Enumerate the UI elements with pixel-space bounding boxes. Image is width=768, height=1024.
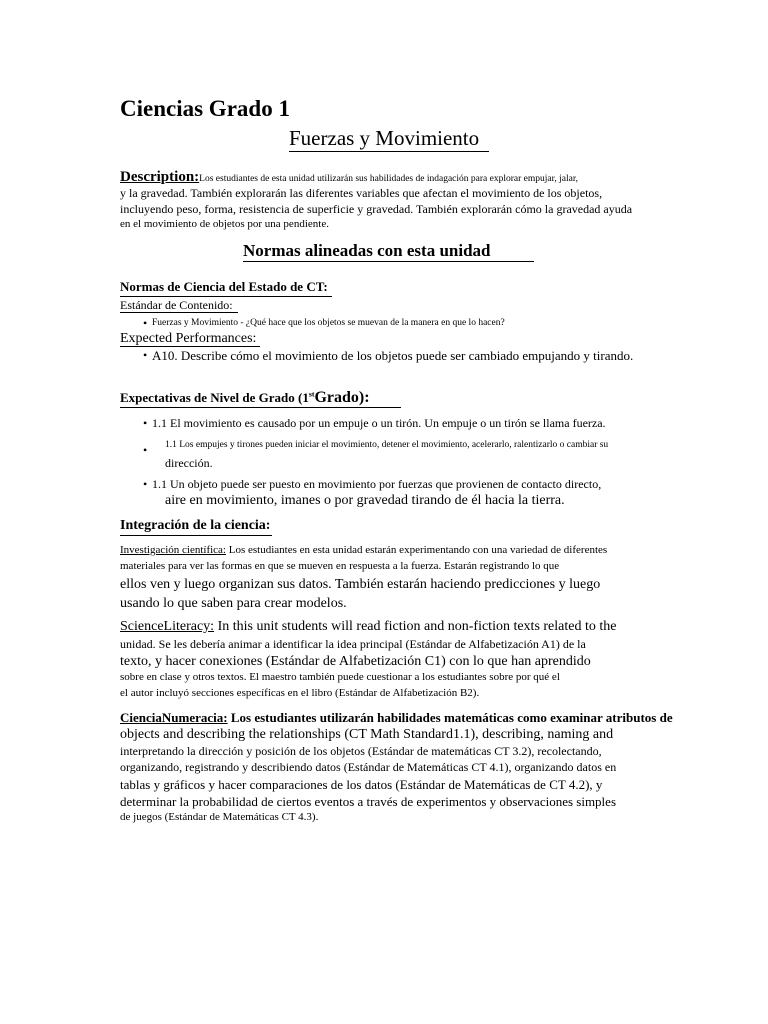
numeracia-line-6: determinar la probabilidad de ciertos eventos a través de experimentos y observaciones simples <box>120 794 616 809</box>
numeracia-line-2: objects and describing the relationships (CT Math Standard1.1), describing, naming and <box>120 727 614 742</box>
description-line-1 <box>120 168 578 186</box>
literacy-label: ScienceLiteracy: <box>120 619 215 634</box>
investigacion-line-1 <box>120 544 607 556</box>
grado-bullet-2-line-2: dirección. <box>165 456 213 470</box>
estandar-contenido-label: Estándar de Contenido: <box>120 298 233 312</box>
numeracia-line-3: interpretando la dirección y posición de los objetos (Estándar de matemáticas CT 3.2), recolectando, <box>120 744 602 758</box>
grado-heading <box>120 389 370 407</box>
literacy-line-3: texto, y hacer conexiones (Estándar de Alfabetización C1) con lo que han aprendido <box>120 654 591 669</box>
normas-underline <box>243 261 534 262</box>
description-line-2: y la gravedad. También explorarán las diferentes variables que afectan el movimiento de los objetos, <box>120 186 603 200</box>
grado-bullet-3-line-1: 1.1 Un objeto puede ser puesto en movimiento por fuerzas que provienen de contacto directo, <box>152 477 602 491</box>
bullet-icon: • <box>143 443 148 457</box>
grado-heading-sup: st <box>308 389 315 399</box>
grado-heading-suffix: Grado): <box>314 389 370 406</box>
integracion-underline <box>120 535 272 536</box>
contenido-bullet: Fuerzas y Movimiento - ¿Qué hace que los objetos se muevan de la manera en que lo hacen? <box>152 318 505 328</box>
numeracia-line-4: organizando, registrando y describiendo datos (Estándar de Matemáticas CT 4.1), organizando datos en <box>120 760 617 774</box>
ct-underline <box>120 296 332 297</box>
expected-underline <box>120 346 260 347</box>
grado-bullet-3-line-2: aire en movimiento, imanes o por gravedad tirando de él hacia la tierra. <box>165 493 565 508</box>
subtitle-underline <box>289 151 489 152</box>
description-line-4: en el movimiento de objetos por una pendiente. <box>120 218 329 230</box>
numeracia-line-5: tablas y gráficos y hacer comparaciones de los datos (Estándar de Matemáticas de CT 4.2), y <box>120 777 603 792</box>
grado-underline <box>120 407 401 408</box>
literacy-line-4: sobre en clase y otros textos. El maestro también puede cuestionar a los estudiantes sobre por qué el <box>120 671 560 683</box>
investigacion-text-1: Los estudiantes en esta unidad estarán experimentando con una variedad de diferentes <box>225 544 608 556</box>
description-text-1: Los estudiantes de esta unidad utilizarán sus habilidades de indagación para explorar empujar, jalar, <box>199 174 578 184</box>
investigacion-line-2: materiales para ver las formas en que se mueven en respuesta a la fuerza. Estarán registrando lo que <box>120 560 560 572</box>
performance-bullet: A10. Describe cómo el movimiento de los objetos puede ser cambiado empujando y tirando. <box>152 348 634 363</box>
numeracia-label: CienciaNumeracia: <box>120 710 228 725</box>
numeracia-line-1 <box>120 710 673 726</box>
investigacion-label: Investigación científica: <box>120 544 226 556</box>
investigacion-line-4: usando lo que saben para crear modelos. <box>120 596 347 611</box>
grado-bullet-2-line-1: 1.1 Los empujes y tirones pueden iniciar el movimiento, detener el movimiento, acelerarlo, ralentizarlo o cambiar su <box>165 440 609 450</box>
page-title: Ciencias Grado 1 <box>120 96 290 121</box>
literacy-line-5: el autor incluyó secciones específicas en el libro (Estándar de Alfabetización B2). <box>120 687 480 699</box>
grado-bullet-1: 1.1 El movimiento es causado por un empuje o un tirón. Un empuje o un tirón se llama fuerza. <box>152 416 606 430</box>
grado-heading-prefix: Expectativas de Nivel de Grado (1 <box>120 390 309 405</box>
bullet-icon: • <box>143 416 148 430</box>
bullet-icon: • <box>143 316 148 330</box>
expected-performances-label: Expected Performances: <box>120 331 257 346</box>
numeracia-text-1: Los estudiantes utilizarán habilidades matemáticas como examinar atributos de <box>227 710 673 725</box>
description-label: Description: <box>120 169 200 185</box>
estandar-underline <box>120 312 238 313</box>
bullet-icon: • <box>143 348 148 362</box>
description-line-3: incluyendo peso, forma, resistencia de superficie y gravedad. También explorarán cómo la gravedad ayuda <box>120 202 633 216</box>
investigacion-line-3: ellos ven y luego organizan sus datos. También estarán haciendo predicciones y luego <box>120 577 601 592</box>
numeracia-line-7: de juegos (Estándar de Matemáticas CT 4.3). <box>120 811 319 823</box>
normas-heading: Normas alineadas con esta unidad <box>243 241 491 260</box>
literacy-line-2: unidad. Se les debería animar a identificar la idea principal (Estándar de Alfabetización A1) de la <box>120 637 586 651</box>
literacy-text-1: In this unit students will read fiction and non-fiction texts related to the <box>214 619 617 634</box>
integracion-heading: Integración de la ciencia: <box>120 518 271 533</box>
literacy-line-1 <box>120 619 616 635</box>
page-subtitle: Fuerzas y Movimiento <box>289 126 480 150</box>
ct-heading: Normas de Ciencia del Estado de CT: <box>120 279 328 294</box>
bullet-icon: • <box>143 477 148 491</box>
